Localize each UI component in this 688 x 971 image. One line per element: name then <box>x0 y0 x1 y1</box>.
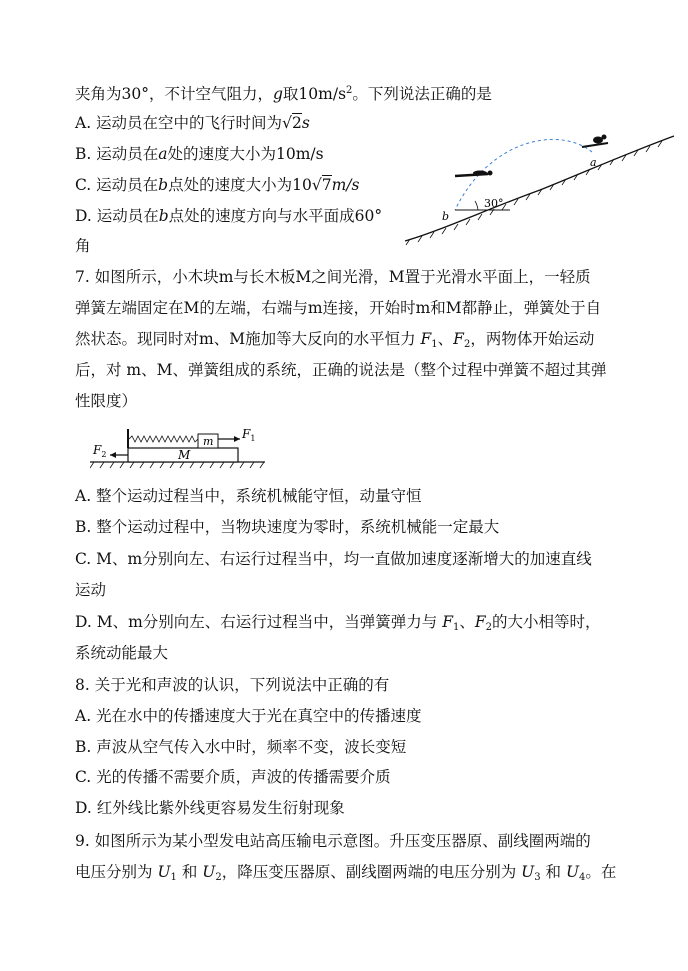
q9-line-1: 9. 如图所示为某小型发电站高压输电示意图。升压变压器原、副线圈两端的 <box>75 832 591 850</box>
ski-jump-figure <box>400 128 680 248</box>
angle-arc <box>475 201 478 210</box>
skier-flight-icon <box>455 171 493 177</box>
q6-option-b: B. 运动员在a处的速度大小为10m/s <box>75 145 324 163</box>
ground-hatch <box>90 462 264 468</box>
q6-option-d: D. 运动员在b点处的速度方向与水平面成60° <box>75 207 383 225</box>
force-f2-label: $F_2$ <box>93 443 107 459</box>
q7-option-c: C. M、m分别向左、右运行过程当中，均一直做加速度逐渐增大的加速直线 <box>75 550 592 568</box>
q6-option-a: A. 运动员在空中的飞行时间为√2s <box>75 114 310 132</box>
q7-line-3: 然状态。现同时对m、M施加等大反向的水平恒力 $F_1$、$F_2$，两物体开始运动 <box>75 330 595 350</box>
spring-block-figure <box>90 424 270 474</box>
q7-option-c-tail: 运动 <box>75 581 107 599</box>
q8-option-a: A. 光在水中的传播速度大于光在真空中的传播速度 <box>75 707 422 725</box>
q9-line-2: 电压分别为 $U_1$ 和 $U_2$，降压变压器原、副线圈两端的电压分别为 $U_3$ 和 $U_4$。在 <box>75 863 617 883</box>
q7-option-b: B. 整个运动过程中，当物块速度为零时，系统机械能一定最大 <box>75 518 500 536</box>
q8-option-c: C. 光的传播不需要介质，声波的传播需要介质 <box>75 768 391 786</box>
q7-option-a: A. 整个运动过程当中，系统机械能守恒，动量守恒 <box>75 487 422 505</box>
sqrt-sign: √ <box>311 176 322 194</box>
q7-option-d-tail: 系统动能最大 <box>75 644 169 662</box>
q7-line-4: 后，对 m、M、弹簧组成的系统，正确的说法是（整个过程中弹簧不超过其弹 <box>75 361 607 379</box>
slope-line <box>405 136 674 241</box>
force-f1-label: $F_1$ <box>242 427 256 443</box>
q8-option-d: D. 红外线比紫外线更容易发生衍射现象 <box>75 799 345 817</box>
q6-option-c: C. 运动员在b点处的速度大小为10√7m/s <box>75 176 360 194</box>
q6-intro: 夹角为30°，不计空气阻力，g取$10m/s^2$。下列说法正确的是 <box>75 85 492 103</box>
skier-top-icon <box>582 135 608 148</box>
q6-option-d-tail: 角 <box>75 237 91 255</box>
q8-stem: 8. 关于光和声波的认识，下列说法中正确的有 <box>75 676 390 694</box>
board-M-label: M <box>178 448 191 462</box>
block-m-label: m <box>203 435 214 448</box>
q8-option-b: B. 声波从空气传入水中时，频率不变，波长变短 <box>75 738 407 756</box>
sqrt-sign: √ <box>282 114 292 132</box>
q7-line-1: 7. 如图所示，小木块m与长木板M之间光滑，M置于光滑水平面上，一轻质 <box>75 268 591 286</box>
slope-hatch <box>406 141 662 245</box>
spring-coil <box>129 436 198 442</box>
angle-label: 30° <box>484 197 504 210</box>
q7-line-5: 性限度） <box>75 392 138 410</box>
q7-option-d: D. M、m分别向左、右运行过程当中，当弹簧弹力与 $F_1$、$F_2$的大小相等时， <box>75 613 601 633</box>
point-a-label: a <box>590 156 597 169</box>
q7-line-2: 弹簧左端固定在M的左端，右端与m连接，开始时m和M都静止，弹簧处于自 <box>75 299 602 317</box>
point-b-label: b <box>442 210 450 223</box>
